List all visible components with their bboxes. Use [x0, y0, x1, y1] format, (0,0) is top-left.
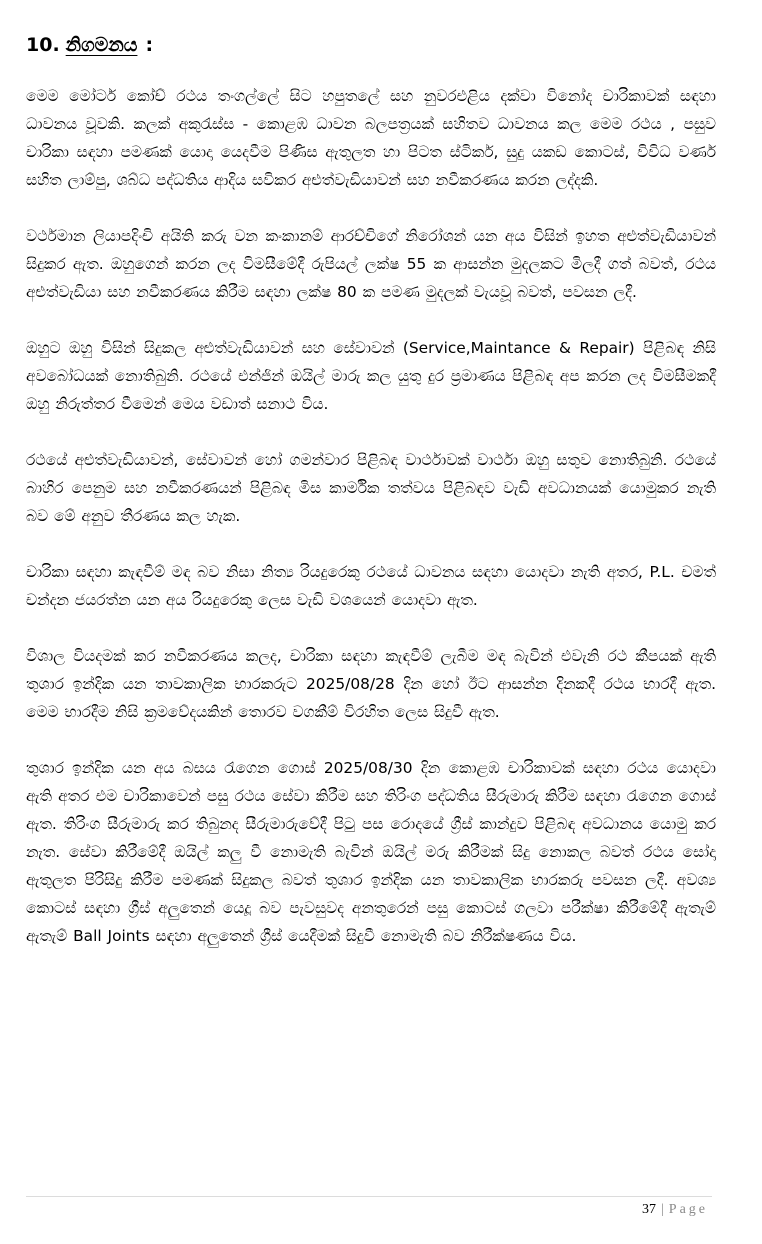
paragraph-3: ඔහුට ඔහු විසින් සිදුකල අළුත්වැඩියාවන් සහ සේවාවන් (Service,Maintance & Repair) පිළිබඳ නිසි අවබෝධයක් නොතිබුනි. රථයේ එන්ජින් ඔයිල් මාරු කල යුතු දුර ප්‍රමාණය පිළිබඳ අප කරන ලද විමසීමකදී ඔහු නිරුත්තර වීමෙන් මෙය වඩාත් සනාථ විය.: [26, 339, 716, 413]
paragraph-4: රථයේ අළුත්වැඩියාවන්, සේවාවන් හෝ ගමන්වාර පිළිබඳ වාර්ථාවක් වාර්ථා ඔහු සතුව නොතිබුනි. රථයේ බාහිර පෙනුම සහ නවීකරණයන් පිළිබඳ මිස කාර්මික තත්වය පිළිබඳව වැඩි අවධානයක් යොමුකර නැති බව මේ අනුව තීරණය කල හැක.: [26, 451, 716, 525]
paragraph-7: තුශාර ඉන්දික යන අය බසය රැගෙන ගොස් 2025/08/30 දින කොළඹ චාරිකාවක් සඳහා රථය යොදවා ඇති අතර එම චාරිකාවෙන් පසු රථය සේවා කිරීම සහ තිරිංග පද්ධතිය සීරුමාරු කිරීම සඳහා රැගෙන ගොස් ඇත. තිරිංග සීරුමාරු කර තිබුනද සීරුමාරුවේදී පිටු පස රොදයේ ග්‍රීස් කාන්දුව පිළිබඳ අවධානය යොමු කර නැත. සේවා කිරීමේදී ඔයිල් කලු වී නොමැති බැවින් ඔයිල් මරු කිරීමක් සිදු නොකල බවත් රථය සෝදා ඇතුලත පිරිසිදු කිරීම පමණක් සිදුකල බවත් තුශාර ඉන්දික යන තාවකාලික භාරකරු පවසන ලදී. අවශ්‍ය කොටස් සඳහා ග්‍රීස් අලුතෙන් යෙදූ බව පැවසුවද අනතුරෙන් පසු කොටස් ගලවා පරීක්ෂා කිරීමේදී ඇතැම් ඇතැම් Ball Joints සඳහා අලුතෙන් ග්‍රීස් යෙදීමක් සිදුවී නොමැති බව නිරීක්ෂණය විය.: [26, 759, 716, 945]
paragraph-5: චාරිකා සඳහා කැඳවීම් මඳ බව නිසා නිත්‍ය රියදුරෙකු රථයේ ධාවනය සඳහා යොදවා නැති අතර, P.L. චමත් චන්දන ජයරත්න යන අය රියදුරෙකු ලෙස වැඩි වශයෙන් යොදවා ඇත.: [26, 563, 716, 609]
body-text: [26, 82, 716, 950]
section-heading: [26, 30, 153, 60]
page-number: 37: [641, 1202, 656, 1217]
section-title: නිගමනය: [65, 34, 138, 56]
paragraph-1: මෙම මෝටර් කෝච් රථය තංගල්ලේ සිට හපුතලේ සහ නුවරඑළිය දක්වා විනෝද චාරිකාවක් සඳහා ධාවනය වූවකි. කලක් අකුරැස්ස - කොළඹ ධාවන බලපත්‍රයක් සහිතව ධාවනය කල මෙම රථය , පසුව චාරිකා සඳහා පමණක් යොදා යෙදවීම පිණිස ඇතුලත හා පිටත ස්ටිකර්, සුදු යකඩ කොටස්, විවිධ වර්ණ සහිත ලාම්පු, ශබ්ධ පද්ධතිය ආදිය සවිකර අළුත්වැඩියාවන් සහ නවීකරණය කරන ලද්දකි.: [26, 87, 716, 189]
footer-divider: [26, 1196, 712, 1197]
paragraph-6: විශාල වියදමක් කර නවීකරණය කලද, චාරිකා සඳහා කැඳවීම් ලැබීම මඳ බැවින් එවැනි රථ කීපයක් ඇති තුශාර ඉන්දික යන තාවකාලික භාරකරුට 2025/08/28 දින හෝ ඊට ආසන්න දිනකදී රථය භාරදී ඇත. මෙම භාරදීම නිසි ක්‍රමවේදයකින් තොරව වගකීම් විරහිත ලෙස සිදුවී ඇත.: [26, 647, 716, 721]
page-footer: [642, 1200, 708, 1220]
paragraph-2: වර්ථමාන ලියාපදිංචි අයිති කරු වන කංකානම් ආරච්චිගේ නිරෝශන් යන අය විසින් ඉහත අළුත්වැඩියාවන් සිදුකර ඇත. ඔහුගෙන් කරන ලද විමසීමේදී රුපියල් ලක්ෂ 55 ක ආසන්න මුදලකට මිලදී ගත් බවත්, රථය අළුත්වැඩියා සහ නවීකරණය කිරීම සඳහා ලක්ෂ 80 ක පමණ මුදලක් වැයවූ බවත්, පවසන ලදී.: [26, 227, 716, 301]
page-label: Page: [668, 1202, 708, 1217]
section-number: 10.: [26, 34, 60, 56]
section-colon: :: [145, 34, 154, 56]
footer-separator: |: [660, 1202, 664, 1217]
